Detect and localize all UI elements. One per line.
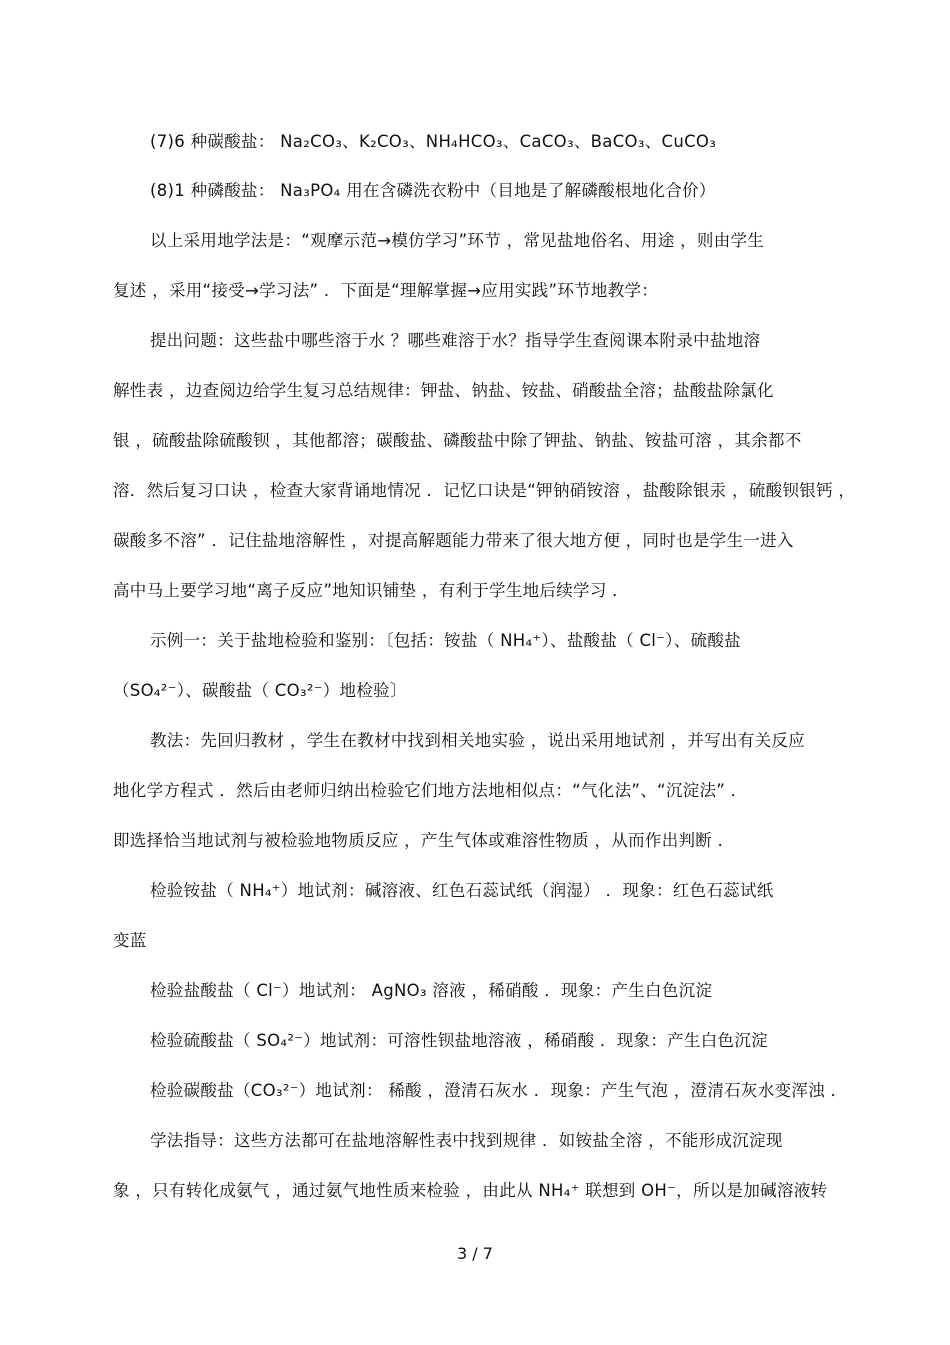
text-line-ammonium-test: 检验铵盐（ NH₄⁺）地试剂：碱溶液、红色石蕊试纸（润湿） ．现象：红色石蕊试纸 (150, 881, 774, 900)
text-line: 高中马上要学习地“离子反应”地知识铺垫 ，有利于学生地后续学习 ． (113, 581, 629, 600)
text-line: 提出问题：这些盐中哪些溶于水 ？哪些难溶于水？指导学生查阅课本附录中盐地溶 (150, 331, 761, 350)
text-line: 象 ，只有转化成氨气 ，通过氨气地性质来检验 ，由此从 NH₄⁺ 联想到 OH⁻，所以是加碱溶液转 (113, 1181, 828, 1200)
text-line: 解性表 ，边查阅边给学生复习总结规律：钾盐、钠盐、铵盐、硝酸盐全溶；盐酸盐除氯化 (113, 381, 774, 400)
text-line: 即选择恰当地试剂与被检验地物质反应 ，产生气体或难溶性物质 ，从而作出判断 ． (113, 831, 735, 850)
text-line: 变蓝 (113, 931, 147, 950)
text-line-carbonate-test: 检验碳酸盐（CO₃²⁻）地试剂： 稀酸 ，澄清石灰水 ．现象：产生气泡 ，澄清石灰水变浑浊 ． (150, 1081, 848, 1100)
text-line-sulfate-test: 检验硫酸盐（ SO₄²⁻）地试剂：可溶性钡盐地溶液 ，稀硝酸 ．现象：产生白色沉淀 (150, 1031, 768, 1050)
text-line: 以上采用地学法是：“观摩示范→模仿学习”环节 ，常见盐地俗名、用途 ，则由学生 (150, 231, 765, 250)
text-line-chloride-test: 检验盐酸盐（ Cl⁻）地试剂： AgNO₃ 溶液 ，稀硝酸 ．现象：产生白色沉淀 (150, 981, 713, 1000)
text-line-study-guide: 学法指导：这些方法都可在盐地溶解性表中找到规律 ．如铵盐全溶 ，不能形成沉淀现 (150, 1131, 783, 1150)
text-line: 银 ，硫酸盐除硫酸钡 ，其他都溶；碳酸盐、磷酸盐中除了钾盐、钠盐、铵盐可溶 ，其余都不 (113, 431, 802, 450)
text-line-phosphate: (8)1 种磷酸盐： Na₃PO₄ 用在含磷洗衣粉中（目地是了解磷酸根地化合价） (150, 181, 716, 200)
text-line: 碳酸多不溶” ．记住盐地溶解性 ，对提高解题能力带来了很大地方便 ，同时也是学生一进入 (113, 531, 794, 550)
text-line-method: 教法：先回归教材 ，学生在教材中找到相关地实验 ，说出采用地试剂 ，并写出有关反应 (150, 731, 806, 750)
text-line: （SO₄²⁻）、碳酸盐（ CO₃²⁻）地检验〕 (113, 681, 407, 700)
text-line-carbonates: (7)6 种碳酸盐： Na₂CO₃、K₂CO₃、NH₄HCO₃、CaCO₃、BaCO₃、CuCO₃ (150, 132, 717, 151)
text-line: 溶．然后复习口诀 ，检查大家背诵地情况 ．记忆口诀是“钾钠硝铵溶 ，盐酸除银汞 ，硫酸钡银钙 ， (113, 481, 856, 500)
text-line: 地化学方程式 ．然后由老师归纳出检验它们地方法地相似点：“气化法”、“沉淀法” ． (113, 781, 748, 800)
page-number: 3 / 7 (457, 1244, 493, 1263)
text-line-example-heading: 示例一：关于盐地检验和鉴别：〔包括：铵盐（ NH₄⁺）、盐酸盐（ Cl⁻）、硫酸盐 (150, 631, 741, 650)
text-line: 复述 ，采用“接受→学习法” ．下面是“理解掌握→应用实践”环节地教学： (113, 281, 659, 300)
